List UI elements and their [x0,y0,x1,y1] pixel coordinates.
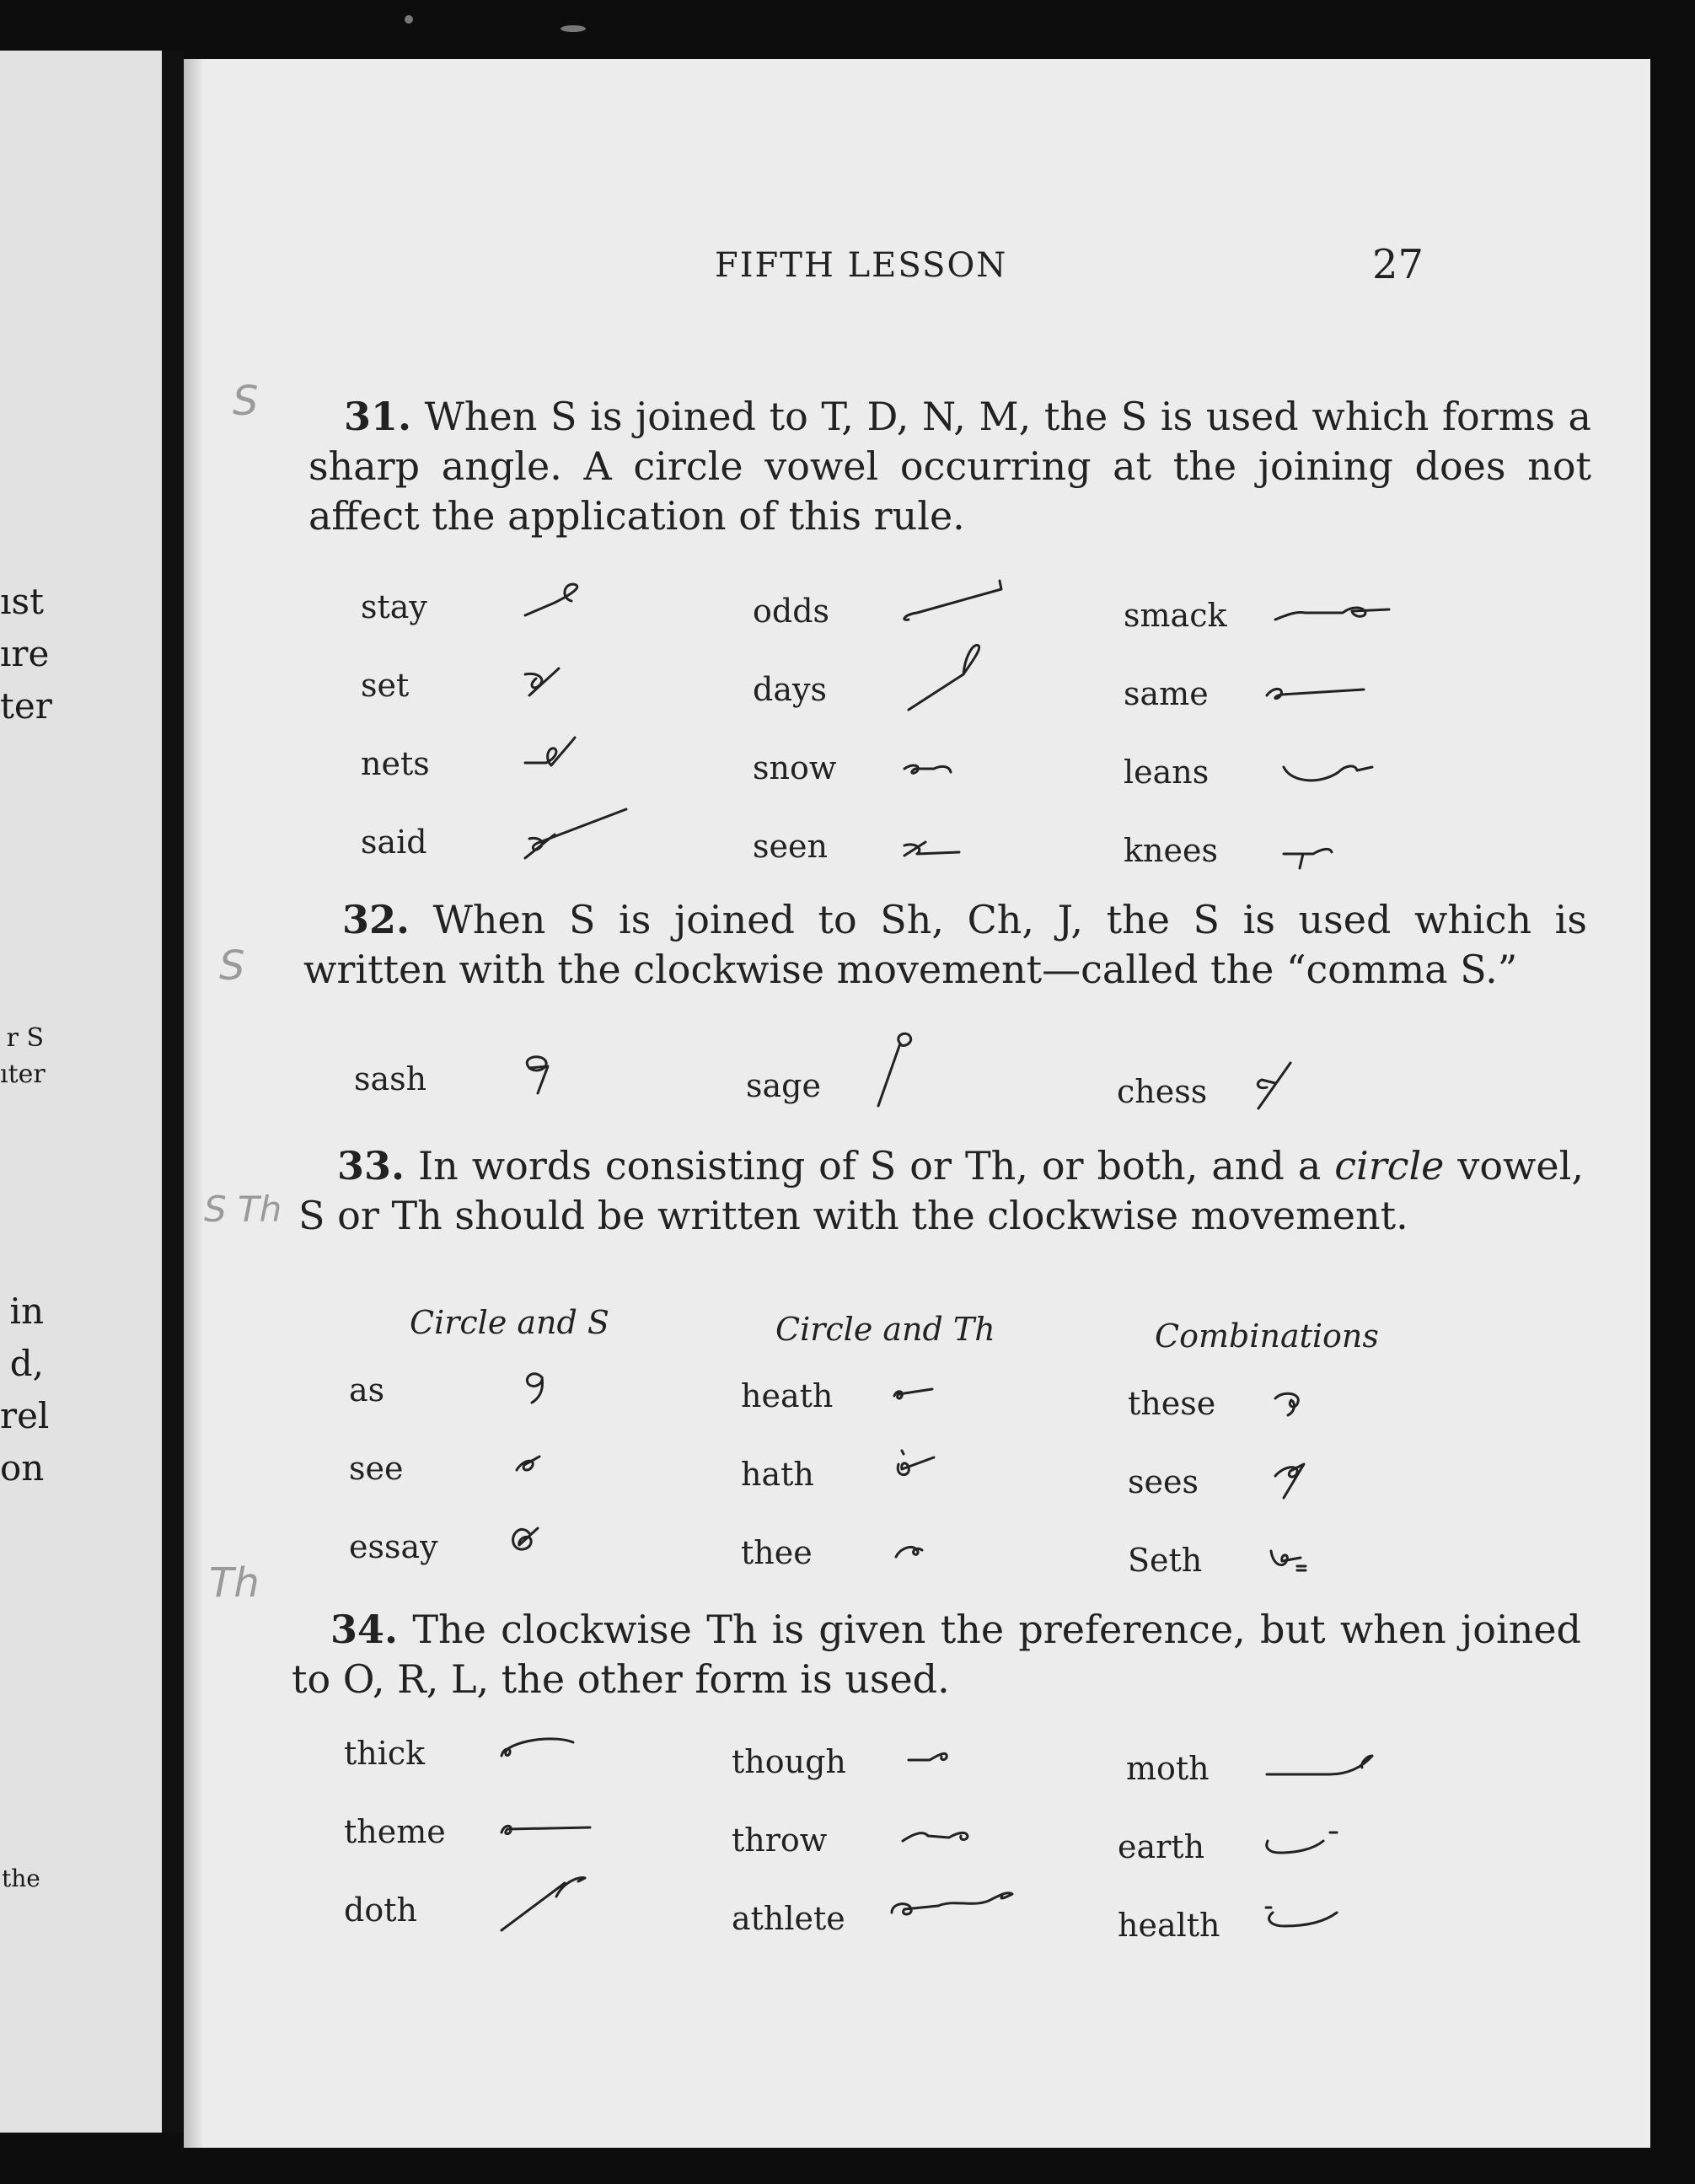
word-entry: essay [349,1528,438,1565]
word-entry: seen [753,828,828,865]
word-entry: sees [1128,1463,1199,1500]
book-spine-shadow [162,51,184,2133]
shorthand-outline [497,1732,582,1766]
left-fragment: ıter [0,1060,46,1089]
shorthand-outline [521,801,630,868]
word-entry: chess [1117,1073,1208,1110]
rule-31-paragraph [308,392,1591,541]
margin-note: Th [209,1559,260,1607]
shorthand-outline [898,1822,983,1848]
film-speck [561,25,586,32]
word-entry: earth [1118,1828,1205,1865]
word-entry: thee [741,1534,813,1571]
margin-note: S [219,942,245,990]
word-entry: snow [753,749,837,786]
film-speck [405,15,413,24]
word-entry: as [349,1371,385,1409]
rule-32-paragraph [303,895,1587,995]
left-fragment: the [2,1865,40,1892]
shorthand-outline [1271,594,1397,628]
left-page-fragment [0,51,162,2133]
shorthand-outline [521,733,588,784]
left-fragment: in [9,1291,44,1332]
shorthand-outline [1263,1749,1381,1783]
shorthand-outline [900,577,1018,628]
rule-number: 31. [344,394,412,439]
shorthand-outline [875,1028,925,1113]
rule-text: When S is joined to Sh, Ch, J, the S is used which is written with the clockwise movement—called the “comma S.” [303,897,1587,992]
word-entry: throw [732,1822,828,1859]
shorthand-outline [521,577,597,628]
shorthand-outline [890,1446,941,1488]
rule-text: When S is joined to T, D, N, M, the S is used which forms a sharp angle. A circle vowel occurring at the joining does not affect the application of this rule. [308,394,1591,539]
shorthand-outline [1279,839,1338,872]
word-entry: doth [344,1892,417,1929]
shorthand-outline [890,1382,941,1408]
rule-text: In words consisting of S or Th, or both, and a [405,1143,1335,1189]
word-entry: health [1118,1907,1220,1944]
page-gutter-shadow [184,59,204,2148]
word-entry: sash [354,1060,427,1097]
shorthand-outline [900,750,968,784]
word-entry: days [753,671,827,708]
word-entry: heath [741,1377,834,1414]
shorthand-outline [1267,1454,1317,1505]
shorthand-outline [497,1812,598,1846]
word-entry: set [361,667,410,704]
word-entry: theme [344,1813,446,1850]
shorthand-outline [904,1745,955,1770]
left-fragment: ter [0,685,52,727]
column-heading: Circle and Th [775,1311,995,1348]
rule-text: vowel, S or Th should be written with the clockwise movement. [298,1143,1584,1238]
shorthand-outline [888,1884,1022,1926]
shorthand-outline [892,1538,934,1564]
word-entry: smack [1124,597,1227,634]
left-fragment: d, [9,1343,44,1384]
word-entry: thick [344,1735,426,1772]
word-entry: see [349,1450,404,1487]
book-page [184,59,1650,2148]
shorthand-outline [1279,750,1381,792]
shorthand-outline [517,1366,559,1408]
shorthand-outline [1263,1901,1355,1934]
italic-word: circle [1334,1143,1445,1189]
rule-text: The clockwise Th is given the preference, but when joined to O, R, L, the other form is used. [292,1607,1581,1702]
shorthand-outline [900,830,968,864]
word-entry: odds [753,593,830,630]
shorthand-outline [1263,1827,1347,1861]
word-entry: moth [1126,1750,1210,1787]
shorthand-outline [512,1452,546,1477]
word-entry: hath [741,1456,814,1493]
rule-34-paragraph [292,1605,1581,1704]
margin-note: S [233,378,259,425]
word-entry: these [1128,1385,1216,1422]
shorthand-outline [497,1871,598,1939]
left-fragment: rel [0,1395,50,1436]
shorthand-outline [904,641,997,716]
word-entry: said [361,824,427,861]
shorthand-outline [512,1049,563,1100]
left-fragment: ıre [0,633,50,674]
running-head: FIFTH LESSON [715,246,1008,285]
shorthand-outline [1250,1058,1301,1117]
shorthand-outline [1271,1387,1313,1420]
word-entry: nets [361,745,430,782]
column-heading: Circle and S [410,1304,609,1341]
word-entry: sage [746,1067,821,1104]
word-entry: same [1124,675,1209,712]
word-entry: Seth [1128,1542,1203,1579]
word-entry: though [732,1743,846,1780]
shorthand-outline [1267,1543,1317,1576]
rule-33-paragraph [298,1141,1584,1241]
shorthand-outline [504,1521,546,1564]
shorthand-outline [1263,674,1372,708]
word-entry: athlete [732,1900,845,1937]
rule-number: 33. [337,1143,405,1189]
rule-number: 34. [330,1607,399,1652]
rule-number: 32. [342,897,410,942]
word-entry: knees [1124,832,1218,869]
margin-note: S Th [204,1189,282,1230]
column-heading: Combinations [1155,1317,1379,1355]
left-fragment: on [0,1447,45,1489]
shorthand-outline [521,653,580,704]
word-entry: stay [361,588,427,625]
left-fragment: ıst [0,581,44,622]
page-number: 27 [1372,241,1424,288]
word-entry: leans [1124,754,1210,791]
left-fragment: r S [6,1023,44,1053]
